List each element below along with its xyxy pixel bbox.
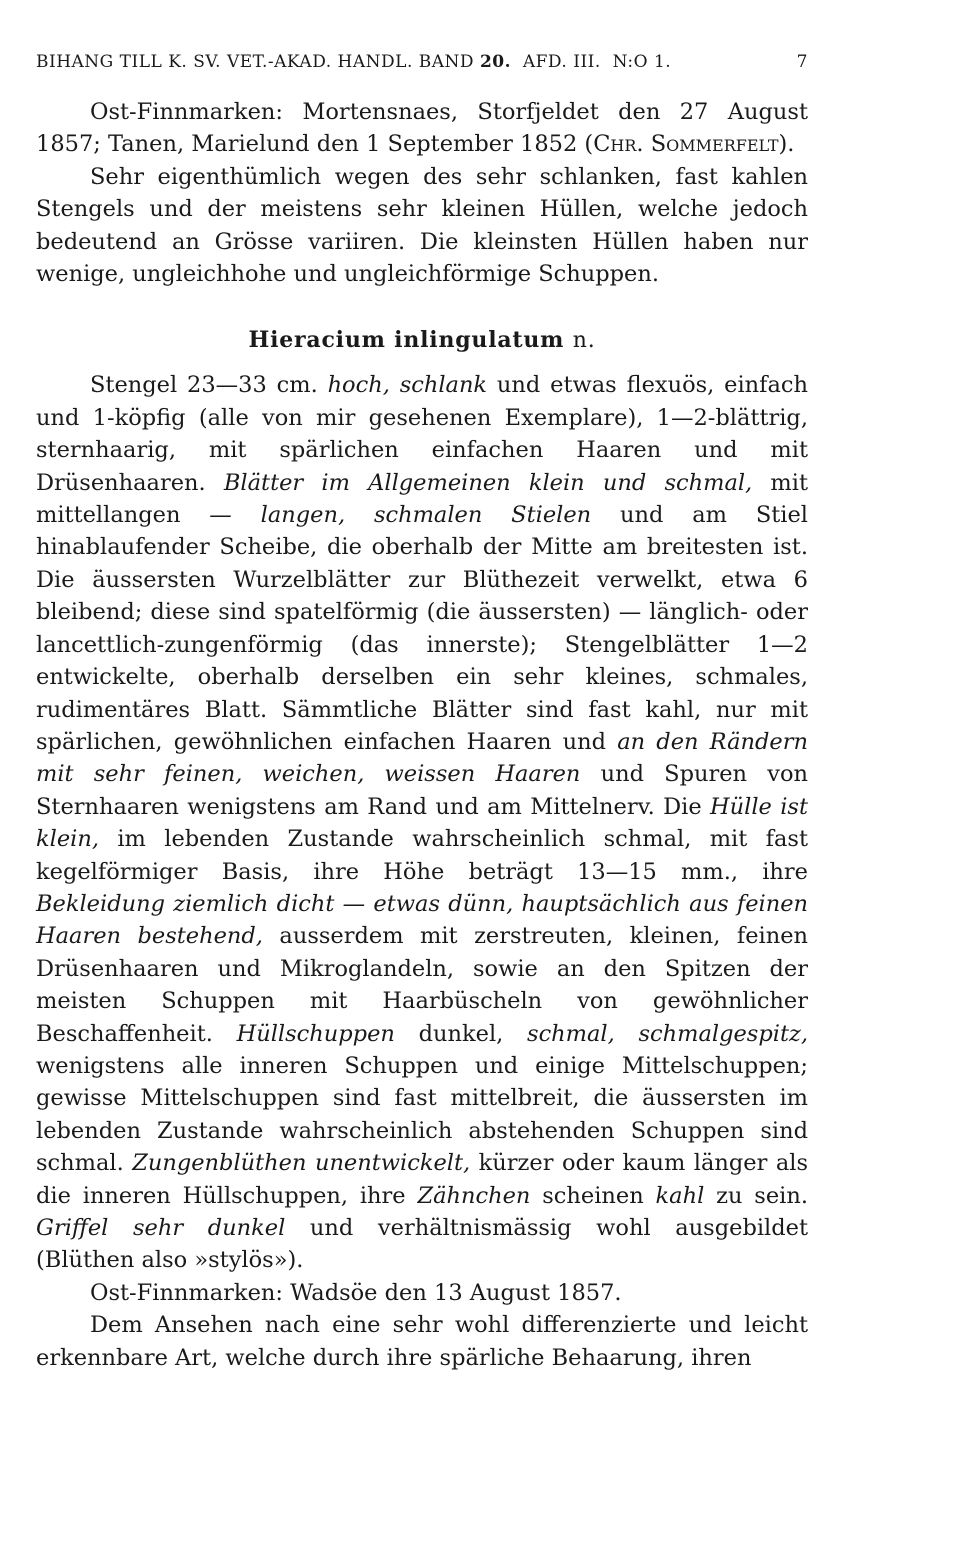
description-emphasis: Bekleidung ziemlich dicht — etwas dünn, hauptsächlich aus feinen Haaren bestehend,	[36, 890, 808, 950]
species-heading	[36, 324, 808, 357]
description-text: zu sein.	[704, 1182, 808, 1209]
species-description	[36, 369, 808, 1276]
afd-label: AFD. III.	[522, 52, 601, 72]
description-emphasis: Griffel sehr dunkel	[36, 1215, 286, 1241]
remarks-paragraph: Sehr eigenthümlich wegen des sehr schlanken, fast kahlen Stengels und der meistens sehr kleinen Hüllen, welche jedoch bedeutend an Grösse variiren. Die kleinsten Hüllen haben nur wenige, ungleichhohe und ungleichförmige Schuppen.	[36, 163, 808, 288]
description-emphasis: schmal, schmalgespitz,	[527, 1020, 808, 1047]
description-text: mit mittellangen —	[36, 469, 808, 529]
description-text: Stengel 23—33 cm.	[90, 372, 328, 399]
issue-number: N:O 1.	[612, 52, 672, 72]
page	[36, 52, 808, 1374]
collector-name: Chr. Sommerfelt	[593, 131, 779, 158]
description-text: im lebenden Zustande wahrscheinlich schmal, mit fast kegelförmiger Basis, ihre Höhe beträgt 13—15 mm., ihre	[36, 826, 808, 885]
closing-paragraph: Dem Ansehen nach eine sehr wohl differenzierte und leicht erkennbare Art, welche durch ihre spärliche Behaarung, ihren	[36, 1312, 808, 1371]
description-emphasis: kahl	[655, 1182, 705, 1209]
description-emphasis: hoch, schlank	[327, 372, 488, 399]
description-text: und etwas flexuös, einfach und 1-köpfig (alle von mir gesehenen Exemplare), 1—2-blättrig, sternhaarig, mit spärlichen einfachen Haaren und mit Drüsenhaaren.	[36, 372, 809, 496]
description-text: und verhältnismässig wohl ausgebildet (Blüthen also »stylös»).	[36, 1215, 808, 1274]
locality-text-1: Ost-Finnmarken: Mortensnaes, Storfjeldet den 27 August 1857; Tanen, Marielund den 1 September 1852 (	[36, 99, 808, 158]
description-emphasis: Blätter im Allgemeinen klein und schmal,	[223, 469, 753, 496]
description-emphasis: Zähnchen	[417, 1182, 531, 1209]
locality-paragraph-1	[36, 96, 808, 161]
description-text: kürzer oder kaum länger als die inneren Hüllschuppen, ihre	[36, 1150, 808, 1209]
locality-close: ).	[778, 131, 795, 158]
journal-title: BIHANG TILL K. SV. VET.-AKAD. HANDL. BAND	[36, 52, 475, 72]
description-emphasis: Hülle ist klein,	[36, 793, 808, 853]
description-emphasis: langen, schmalen Stielen	[260, 502, 592, 529]
description-text: wenigstens alle inneren Schuppen und einige Mittelschuppen; gewisse Mittelschuppen sind fast mittelbreit, die äussersten im lebenden Zustande wahrscheinlich abstehenden Schuppen sind schmal.	[36, 1052, 808, 1177]
running-header	[36, 52, 808, 82]
description-text: scheinen	[530, 1182, 656, 1209]
description-text: ausserdem mit zerstreuten, kleinen, feinen Drüsenhaaren und Mikroglandeln, sowie an den Spitzen der meisten Schuppen mit Haarbüscheln von gewöhnlicher Beschaffenheit.	[36, 923, 809, 1047]
description-emphasis: an den Rändern mit sehr feinen, weichen, weissen Haaren	[36, 728, 808, 788]
species-name: Hieracium inlingulatum	[248, 327, 565, 354]
page-number: 7	[796, 52, 808, 72]
description-emphasis: Hüllschuppen	[236, 1020, 395, 1047]
description-text: und Spuren von Sternhaaren wenigstens am Rand und am Mittelnerv. Die	[36, 761, 808, 820]
locality-paragraph-2: Ost-Finnmarken: Wadsöe den 13 August 1857.	[90, 1279, 622, 1306]
species-novelty-marker: n.	[572, 328, 596, 354]
description-text: dunkel,	[394, 1020, 528, 1047]
description-emphasis: Zungenblüthen unentwickelt,	[132, 1150, 471, 1177]
band-number: 20.	[479, 52, 512, 72]
description-text: und am Stiel hinablaufender Scheibe, die oberhalb der Mitte am breitesten ist. Die äussersten Wurzelblätter zur Blüthezeit verwelkt, etwa 6 bleibend; diese sind spatelförmig (die äussersten) — länglich- oder lancettlich-zungenförmig (das innerste); Stengelblätter 1—2 entwickelte, oberhalb derselben ein sehr kleines, schmales, rudimentäres Blatt. Sämmtliche Blätter sind fast kahl, nur mit spärlichen, gewöhnlichen einfachen Haaren und	[36, 502, 808, 755]
running-title	[36, 52, 671, 72]
